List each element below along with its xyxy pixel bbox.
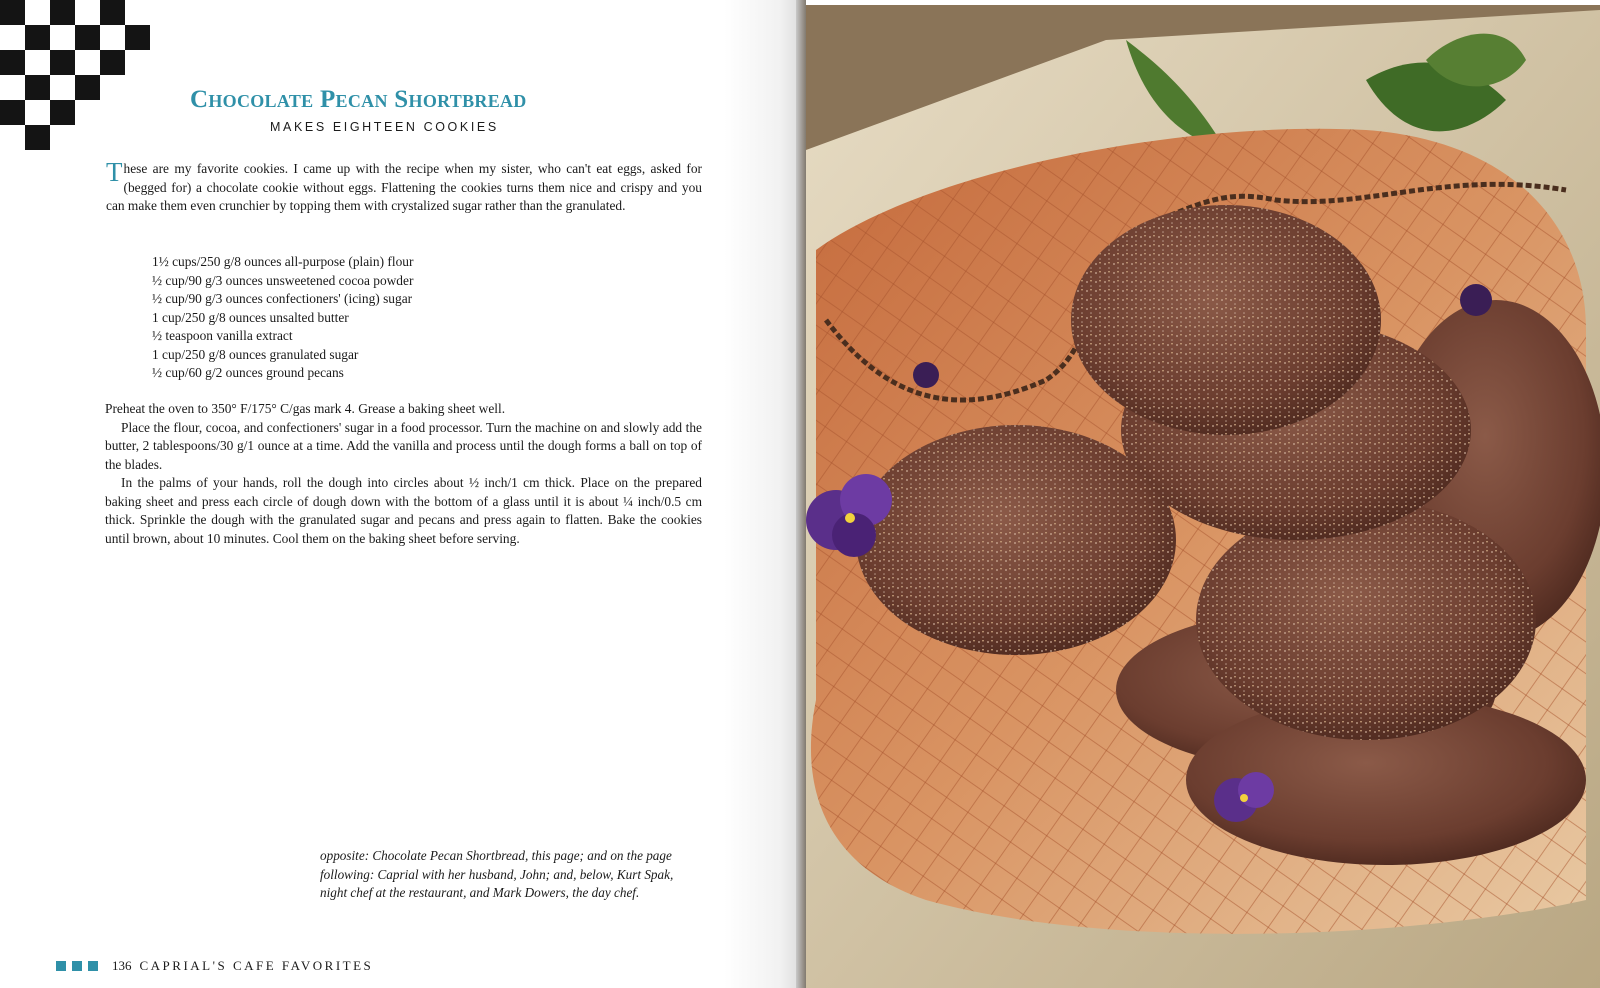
ingredient-item: ½ cup/60 g/2 ounces ground pecans: [152, 365, 344, 380]
cookie-photo-illustration: [806, 0, 1600, 988]
recipe-method: [105, 400, 702, 548]
checker-square: [0, 50, 25, 75]
intro-text: hese are my favorite cookies. I came up with the recipe when my sister, who can't eat eggs, asked for (begged for) a chocolate cookie without eggs. Flattening the cookies turns them nice and crispy and you can make them even crunchier by topping them with crystalized sugar rather than the granulated.: [106, 161, 702, 213]
checker-square: [0, 100, 25, 125]
page-number: 136: [112, 958, 132, 973]
drop-cap: T: [106, 157, 123, 187]
photo-caption: opposite: Chocolate Pecan Shortbread, this page; and on the page following: Caprial with her husband, John; and, below, Kurt Spak, night chef at the restaurant, and Mark Dowers, the day chef.: [320, 848, 674, 901]
checker-square: [50, 0, 75, 25]
ingredient-item: ½ teaspoon vanilla extract: [152, 328, 293, 343]
checker-square: [25, 75, 50, 100]
ingredient-item: 1 cup/250 g/8 ounces granulated sugar: [152, 346, 359, 362]
footer-square-icon: [72, 961, 82, 971]
checkerboard-decoration: [0, 0, 152, 155]
recipe-intro: [106, 157, 702, 216]
checker-square: [75, 25, 100, 50]
footer-square-icon: [88, 961, 98, 971]
cookie-photograph: [806, 0, 1600, 988]
ingredient-item: 1 cup/250 g/8 ounces unsalted butter: [152, 309, 349, 325]
recipe-yield: MAKES EIGHTEEN COOKIES: [270, 120, 499, 134]
method-step: In the palms of your hands, roll the dough into circles about ½ inch/1 cm thick. Place on the prepared baking sheet and press each circle of dough down with the bottom of a glass until it is about ¼ inch/0.5 cm thick. Sprinkle the dough with the granulated sugar and pecans and press again to flatten. Bake the cookies until brown, about 10 minutes. Cool them on the baking sheet before serving.: [105, 475, 702, 546]
method-step: Place the flour, cocoa, and confectioners' sugar in a food processor. Turn the machine on and slowly add the butter, 2 tablespoons/30 g/1 ounce at a time. Add the vanilla and process until the dough forms a ball on top of the blades.: [105, 419, 702, 472]
checker-square: [100, 0, 125, 25]
checker-square: [50, 50, 75, 75]
checker-square: [0, 0, 25, 25]
checker-square: [125, 25, 150, 50]
checker-square: [100, 50, 125, 75]
page-top-edge: [806, 0, 1600, 5]
page-footer: [56, 958, 373, 974]
footer-square-icon: [56, 961, 66, 971]
method-step: Preheat the oven to 350° F/175° C/gas mark 4. Grease a baking sheet well.: [105, 401, 506, 416]
ingredient-item: ½ cup/90 g/3 ounces confectioners' (icing) sugar: [152, 291, 413, 306]
checker-square: [25, 125, 50, 150]
checker-square: [75, 75, 100, 100]
checker-square: [25, 25, 50, 50]
ingredient-item: 1½ cups/250 g/8 ounces all-purpose (plain) flour: [152, 254, 414, 269]
running-head: CAPRIAL'S CAFE FAVORITES: [139, 958, 374, 973]
checker-square: [50, 100, 75, 125]
ingredient-item: ½ cup/90 g/3 ounces unsweetened cocoa powder: [152, 272, 414, 288]
ingredient-list: [152, 253, 652, 383]
recipe-title: Chocolate Pecan Shortbread: [190, 86, 527, 113]
